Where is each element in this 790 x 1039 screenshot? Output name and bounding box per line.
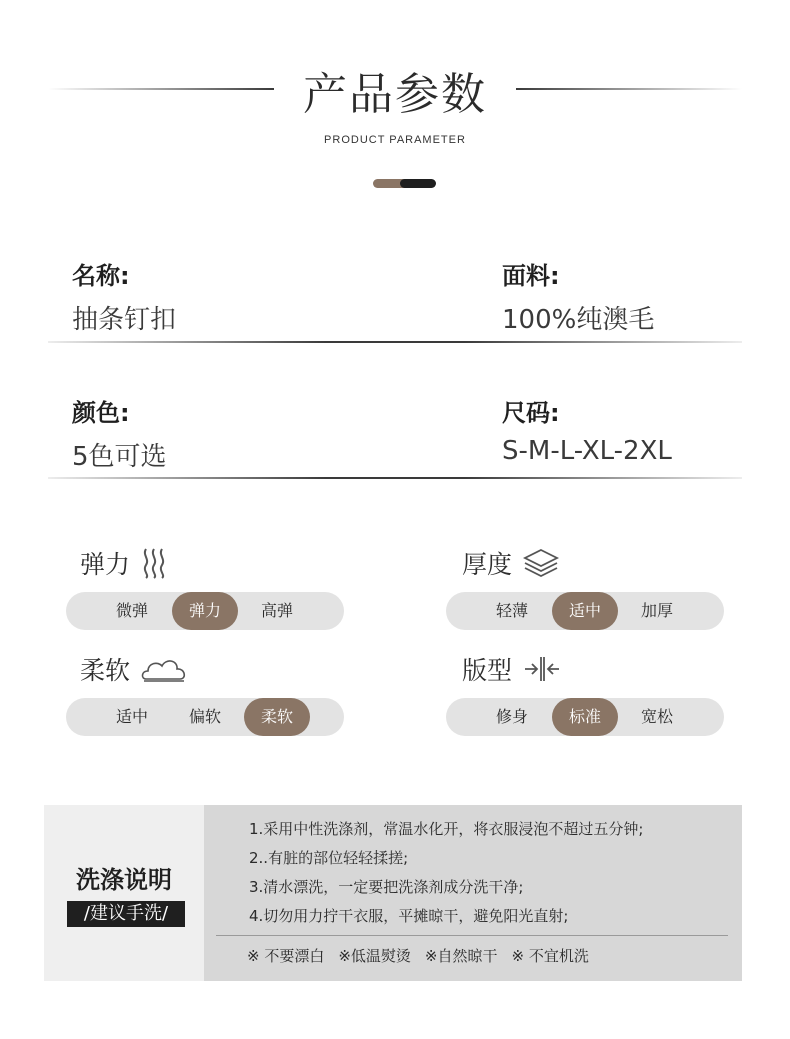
divider bbox=[48, 477, 742, 479]
spec-label: 名称: bbox=[72, 262, 130, 290]
fit-arrows-icon bbox=[522, 654, 562, 684]
scale-option-selected: 适中 bbox=[552, 592, 618, 630]
wash-header-block bbox=[44, 805, 204, 981]
title-decoration bbox=[373, 179, 436, 188]
spec-fabric bbox=[502, 256, 654, 336]
elasticity-scale bbox=[66, 592, 344, 630]
scale-option: 偏软 bbox=[188, 707, 221, 726]
wash-note: ※自然晾干 bbox=[424, 947, 498, 965]
elastic-waves-icon bbox=[140, 547, 170, 579]
spec-value: 100%纯澳毛 bbox=[502, 305, 655, 335]
wash-instruction: 1.采用中性洗涤剂，常温水化开，将衣服浸泡不超过五分钟; bbox=[249, 820, 644, 838]
spec-value: 5色可选 bbox=[72, 442, 167, 472]
feature-label: 柔软 bbox=[80, 656, 131, 685]
wash-title: 洗涤说明 bbox=[76, 866, 172, 894]
spec-value: 抽条钉扣 bbox=[72, 305, 177, 335]
divider bbox=[48, 341, 742, 343]
scale-option-selected: 柔软 bbox=[244, 698, 310, 736]
wash-instruction: 4.切勿用力拧干衣服，平摊晾干，避免阳光直射; bbox=[249, 907, 569, 925]
feature-elasticity-title bbox=[80, 545, 170, 581]
wash-note: ※ 不宜机洗 bbox=[511, 947, 589, 965]
wash-notes bbox=[247, 945, 589, 966]
feature-label: 厚度 bbox=[462, 550, 513, 579]
feature-fit-title bbox=[462, 651, 562, 687]
scale-option: 宽松 bbox=[640, 707, 673, 726]
feature-softness-title bbox=[80, 651, 188, 687]
scale-option: 适中 bbox=[115, 707, 148, 726]
scale-option: 加厚 bbox=[640, 601, 673, 620]
wash-tag: /建议手洗/ bbox=[67, 901, 185, 927]
scale-option: 微弹 bbox=[115, 601, 148, 620]
spec-label: 面料: bbox=[502, 262, 560, 290]
spec-color bbox=[72, 393, 167, 473]
scale-option: 轻薄 bbox=[495, 601, 528, 620]
wash-divider bbox=[216, 935, 728, 936]
spec-value: S-M-L-XL-2XL bbox=[502, 436, 672, 466]
feature-label: 弹力 bbox=[80, 550, 131, 579]
page-subtitle: PRODUCT PARAMETER bbox=[324, 134, 466, 146]
spec-label: 颜色: bbox=[72, 399, 130, 427]
thickness-scale bbox=[446, 592, 724, 630]
fit-scale bbox=[446, 698, 724, 736]
layers-icon bbox=[522, 547, 560, 579]
feature-thickness-title bbox=[462, 545, 560, 581]
scale-option: 高弹 bbox=[260, 601, 293, 620]
wash-instruction-list bbox=[249, 815, 739, 931]
scale-option: 修身 bbox=[495, 707, 528, 726]
wash-instructions-panel bbox=[44, 805, 742, 981]
feature-label: 版型 bbox=[462, 656, 513, 685]
wash-note: ※低温熨烫 bbox=[338, 947, 411, 965]
spec-size bbox=[502, 393, 672, 466]
wash-instruction: 3.清水漂洗，一定要把洗涤剂成分洗干净; bbox=[249, 878, 524, 896]
scale-option-selected: 弹力 bbox=[172, 592, 238, 630]
spec-label: 尺码: bbox=[502, 399, 560, 427]
softness-scale bbox=[66, 698, 344, 736]
wash-note: ※ 不要漂白 bbox=[247, 947, 325, 965]
wash-instruction: 2..有脏的部位轻轻揉搓; bbox=[249, 849, 409, 867]
spec-name bbox=[72, 256, 176, 336]
scale-option-selected: 标准 bbox=[552, 698, 618, 736]
cloud-icon bbox=[140, 655, 188, 683]
page-title: 产品参数 bbox=[303, 69, 487, 120]
